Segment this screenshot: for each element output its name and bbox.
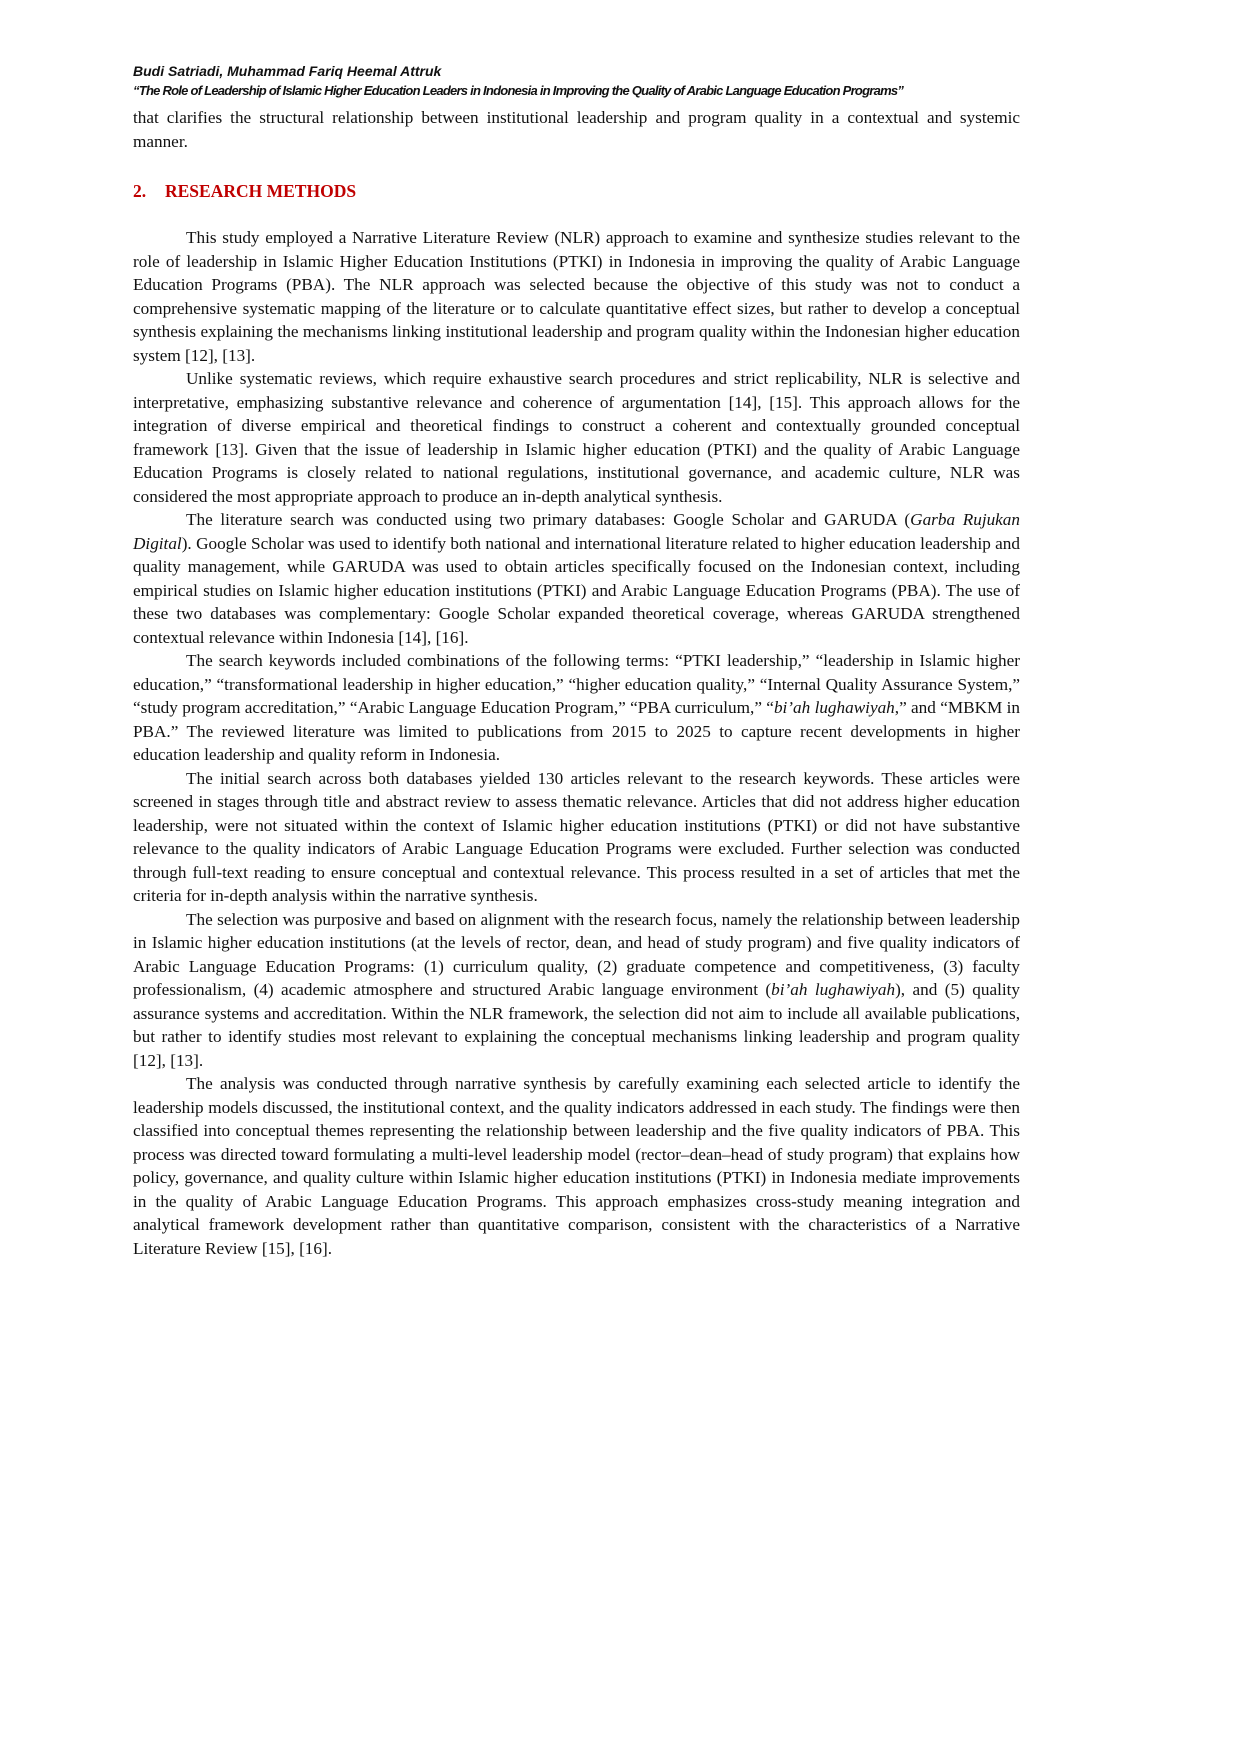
body-text [133,106,1020,1260]
section-heading [133,180,1020,203]
paragraph-databases [133,508,1020,649]
continued-paragraph: that clarifies the structural relationship between institutional leadership and program quality in a contextual and systemic manner. [133,108,1020,151]
document-page [133,0,1020,1561]
paragraph-text: The selection was purposive and based on alignment with the research focus, namely the relationship between leadership in Islamic higher education institutions (at the levels of rector, dean, and head of study program) and five quality indicators of Arabic Language Education Programs: (1) curriculum quality, (2) graduate competence and competitiveness, (3) faculty professionalism, (4) academic atmosphere and structured Arabic language environment ( [133,909,1020,999]
section-number: 2. [133,181,147,201]
paragraph-selection [133,908,1020,1073]
section-title: RESEARCH METHODS [165,181,357,201]
paragraph-text: ). Google Scholar was used to identify both national and international literature related to higher education leadership and quality management, while GARUDA was used to obtain articles specifically focused on the Indonesian context, including empirical studies on Islamic higher education institutions (PTKI) and Arabic Language Education Programs (PBA). The use of these two databases was complementary: Google Scholar expanded theoretical coverage, whereas GARUDA strengthened contextual relevance within Indonesia [14], [16]. [133,533,1020,647]
paragraph-text: ), and (5) quality assurance systems and accreditation. Within the NLR framework, the selection did not aim to include all available publications, but rather to identify studies most relevant to explaining the conceptual mechanisms linking leadership and program quality [12], [13]. [133,980,1020,1070]
paragraph-nlr-rationale: Unlike systematic reviews, which require exhaustive search procedures and strict replicability, NLR is selective and interpretative, emphasizing substantive relevance and coherence of argumentation [14], [15]. This approach allows for the integration of diverse empirical and theoretical findings to construct a coherent and contextually grounded conceptual framework [13]. Given that the issue of leadership in Islamic higher education (PTKI) and the quality of Arabic Language Education Programs is closely related to national regulations, institutional governance, and academic culture, NLR was considered the most appropriate approach to produce an in-depth analytical synthesis. [133,369,1020,506]
paragraph-text: ,” and “MBKM in PBA.” The reviewed literature was limited to publications from 2015 to 2025 to capture recent developments in higher education leadership and quality reform in Indonesia. [133,698,1021,764]
running-header-title: “The Role of Leadership of Islamic Higher Education Leaders in Indonesia in Improving the Quality of Arabic Language Education Programs” [133,83,904,98]
italic-term: bi’ah lughawiyah [773,698,895,717]
paragraph-screening: The initial search across both databases yielded 130 articles relevant to the research keywords. These articles were screened in stages through title and abstract review to assess thematic relevance. Articles that did not address higher education leadership, were not situated within the context of Islamic higher education institutions (PTKI) or did not have substantive relevance to the quality indicators of Arabic Language Education Programs were excluded. Further selection was conducted through full-text reading to ensure conceptual and contextual relevance. This process resulted in a set of articles that met the criteria for in-depth analysis within the narrative synthesis. [133,768,1020,905]
paragraph-text: The literature search was conducted using two primary databases: Google Scholar and GARUDA ( [186,510,911,529]
paragraph-keywords [133,649,1020,767]
italic-term: bi’ah lughawiyah [771,980,896,999]
italic-term: Garba Rujukan Digital [133,510,1020,553]
paragraph-approach: This study employed a Narrative Literature Review (NLR) approach to examine and synthesize studies relevant to the role of leadership in Islamic Higher Education Institutions (PTKI) in Indonesia in improving the quality of Arabic Language Education Programs (PBA). The NLR approach was selected because the objective of this study was not to conduct a comprehensive systematic mapping of the literature or to calculate quantitative effect sizes, but rather to develop a conceptual synthesis explaining the mechanisms linking institutional leadership and program quality within the Indonesian higher education system [12], [13]. [133,228,1020,365]
paragraph-analysis: The analysis was conducted through narrative synthesis by carefully examining each selected article to identify the leadership models discussed, the institutional context, and the quality indicators addressed in each study. The findings were then classified into conceptual themes representing the relationship between leadership and the five quality indicators of PBA. This process was directed toward formulating a multi-level leadership model (rector–dean–head of study program) that explains how policy, governance, and quality culture within Islamic higher education institutions (PTKI) in Indonesia mediate improvements in the quality of Arabic Language Education Programs. This approach emphasizes cross-study meaning integration and analytical framework development rather than quantitative comparison, consistent with the characteristics of a Narrative Literature Review [15], [16]. [133,1074,1020,1258]
running-header-authors: Budi Satriadi, Muhammad Fariq Heemal Attruk [133,63,442,79]
paragraph-text: The search keywords included combinations of the following terms: “PTKI leadership,” “leadership in Islamic higher education,” “transformational leadership in higher education,” “higher education quality,” “Internal Quality Assurance System,” “study program accreditation,” “Arabic Language Education Program,” “PBA curriculum,” “ [133,651,1020,717]
